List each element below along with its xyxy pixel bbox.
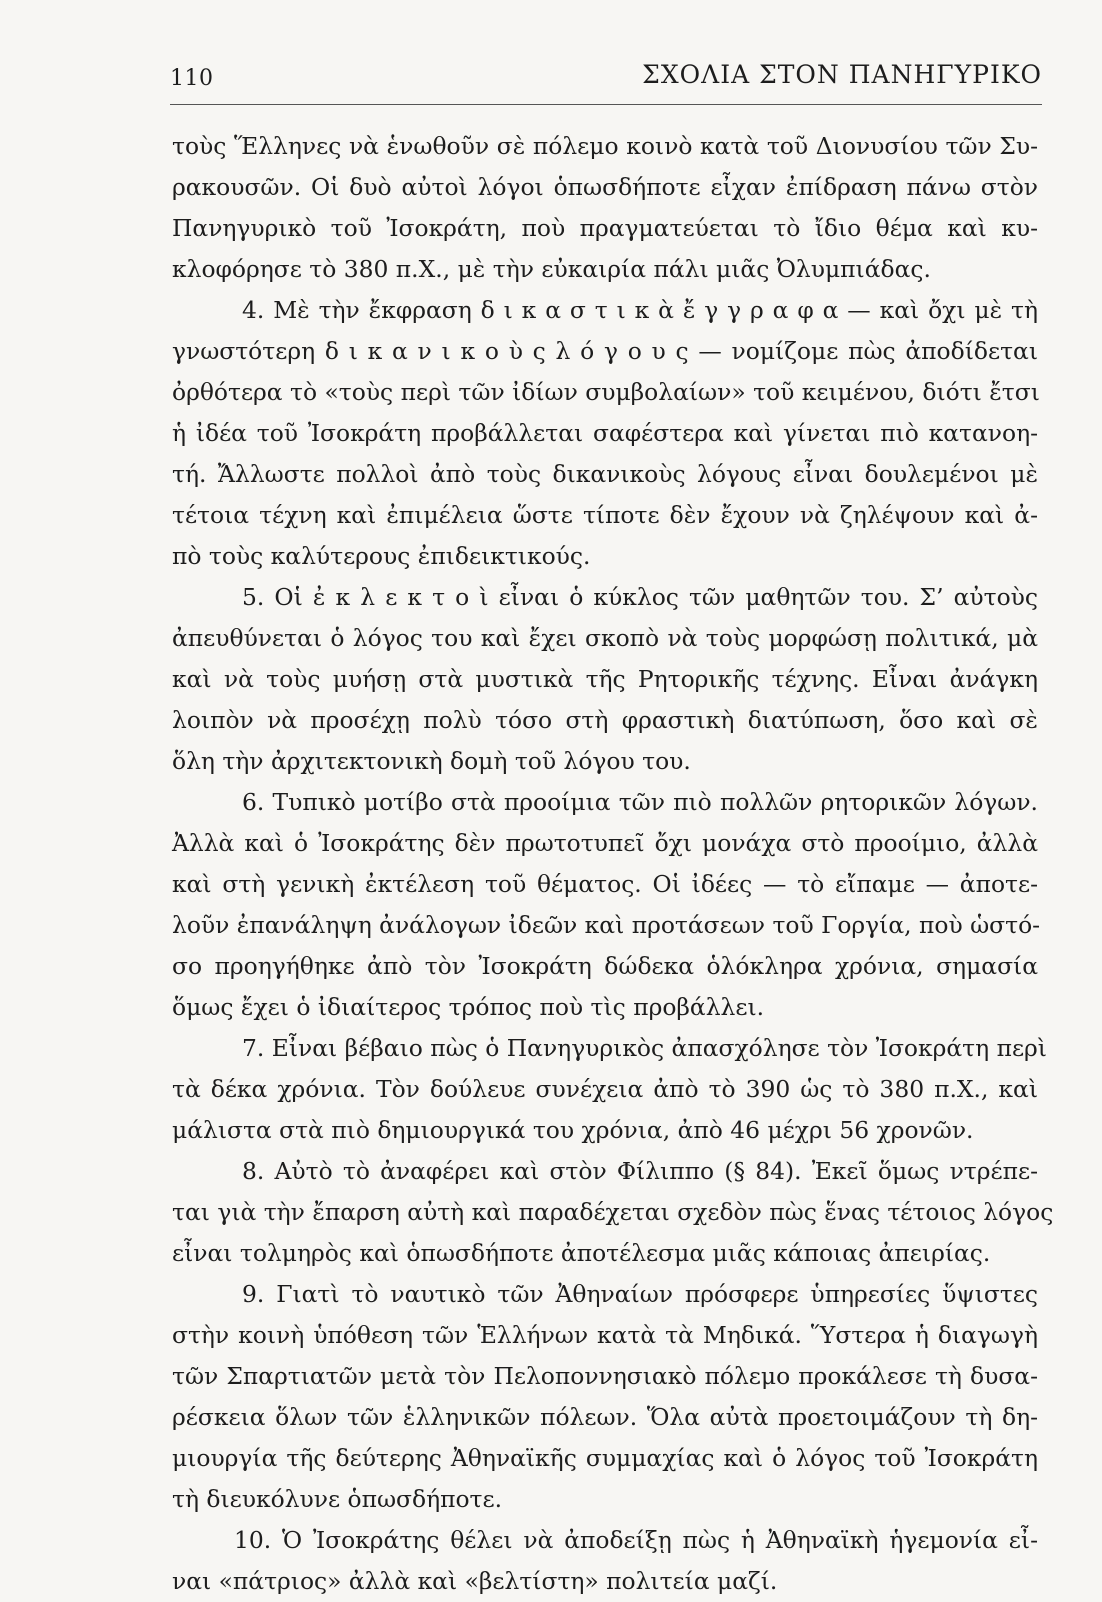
text-line: ὅλη τὴν ἀρχιτεκτονικὴ δομὴ τοῦ λόγου του. bbox=[172, 747, 691, 775]
text-line: καὶ νὰ τοὺς μυήσῃ στὰ μυστικὰ τῆς Ρητορικῆς τέχνης. Εἶναι ἀνάγκη bbox=[172, 665, 1038, 693]
text-line: ὀρθότερα τὸ «τοὺς περὶ τῶν ἰδίων συμβολαίων» τοῦ κειμένου, διότι ἔτσι bbox=[172, 378, 1040, 406]
text-line: πὸ τοὺς καλύτερους ἐπιδεικτικούς. bbox=[172, 542, 591, 570]
text-line: 9. Γιατὶ τὸ ναυτικὸ τῶν Ἀθηναίων πρόσφερε ὑπηρεσίες ὕψιστες bbox=[242, 1280, 1038, 1308]
text-line: Ἀλλὰ καὶ ὁ Ἰσοκράτης δὲν πρωτοτυπεῖ ὄχι μονάχα στὸ προοίμιο, ἀλλὰ bbox=[172, 829, 1038, 857]
text-line: τή. Ἄλλωστε πολλοὶ ἀπὸ τοὺς δικανικοὺς λόγους εἶναι δουλεμένοι μὲ bbox=[172, 460, 1038, 488]
page-number: 110 bbox=[170, 66, 214, 91]
text-line: 10. Ὁ Ἰσοκράτης θέλει νὰ ἀποδείξῃ πὼς ἡ Ἀθηναϊκὴ ἡγεμονία εἶ- bbox=[234, 1526, 1038, 1554]
running-title: ΣΧΟΛΙΑ ΣΤΟΝ ΠΑΝΗΓΥΡΙΚΟ bbox=[642, 60, 1042, 89]
text-line: λοῦν ἐπανάληψη ἀνάλογων ἰδεῶν καὶ προτάσεων τοῦ Γοργία, ποὺ ὡστό- bbox=[172, 911, 1041, 939]
text-line: 6. Τυπικὸ μοτίβο στὰ προοίμια τῶν πιὸ πολλῶν ρητορικῶν λόγων. bbox=[242, 788, 1038, 816]
text-line: τὰ δέκα χρόνια. Τὸν δούλευε συνέχεια ἀπὸ τὸ 390 ὡς τὸ 380 π.Χ., καὶ bbox=[172, 1075, 1038, 1103]
note-10 bbox=[172, 1520, 1038, 1602]
text-line: ἀπευθύνεται ὁ λόγος του καὶ ἔχει σκοπὸ νὰ τοὺς μορφώσῃ πολιτικά, μὰ bbox=[172, 624, 1038, 652]
text-line: λοιπὸν νὰ προσέχῃ πολὺ τόσο στὴ φραστικὴ διατύπωση, ὅσο καὶ σὲ bbox=[172, 706, 1038, 734]
note-9 bbox=[172, 1274, 1038, 1520]
text-line: 4. Μὲ τὴν ἔκφραση δ ι κ α σ τ ι κ ὰ ἔ γ γ ρ α φ α — καὶ ὄχι μὲ τὴ bbox=[242, 296, 1038, 324]
text-line: στὴν κοινὴ ὑπόθεση τῶν Ἑλλήνων κατὰ τὰ Μηδικά. Ὕστερα ἡ διαγωγὴ bbox=[172, 1321, 1038, 1349]
text-line: 8. Αὐτὸ τὸ ἀναφέρει καὶ στὸν Φίλιππο (§ 84). Ἐκεῖ ὅμως ντρέπε- bbox=[242, 1157, 1038, 1185]
text-line: μάλιστα στὰ πιὸ δημιουργικά του χρόνια, ἀπὸ 46 μέχρι 56 χρονῶν. bbox=[172, 1116, 974, 1144]
text-line: ρέσκεια ὅλων τῶν ἑλληνικῶν πόλεων. Ὅλα αὐτὰ προετοιμάζουν τὴ δη- bbox=[172, 1403, 1038, 1431]
text-line: 7. Εἶναι βέβαιο πὼς ὁ Πανηγυρικὸς ἀπασχόλησε τὸν Ἰσοκράτη περὶ bbox=[242, 1034, 1047, 1062]
page-header bbox=[170, 58, 1042, 98]
page-body bbox=[172, 126, 1054, 1602]
header-rule bbox=[170, 104, 1042, 105]
text-line: μιουργία τῆς δεύτερης Ἀθηναϊκῆς συμμαχίας καὶ ὁ λόγος τοῦ Ἰσοκράτη bbox=[172, 1444, 1038, 1472]
text-line: τέτοια τέχνη καὶ ἐπιμέλεια ὥστε τίποτε δὲν ἔχουν νὰ ζηλέψουν καὶ ἀ- bbox=[172, 501, 1038, 529]
text-line: τὴ διευκόλυνε ὁπωσδήποτε. bbox=[172, 1485, 503, 1513]
text-line: κλοφόρησε τὸ 380 π.Χ., μὲ τὴν εὐκαιρία πάλι μιᾶς Ὀλυμπιάδας. bbox=[172, 255, 931, 283]
text-line: ἡ ἰδέα τοῦ Ἰσοκράτη προβάλλεται σαφέστερα καὶ γίνεται πιὸ κατανοη- bbox=[172, 419, 1038, 447]
text-line: τῶν Σπαρτιατῶν μετὰ τὸν Πελοποννησιακὸ πόλεμο προκάλεσε τὴ δυσα- bbox=[172, 1362, 1038, 1390]
note-4 bbox=[172, 290, 1038, 577]
note-5 bbox=[172, 577, 1038, 782]
text-line: ρακουσῶν. Οἱ δυὸ αὐτοὶ λόγοι ὁπωσδήποτε εἶχαν ἐπίδραση πάνω στὸν bbox=[172, 173, 1038, 201]
note-7 bbox=[172, 1028, 1047, 1151]
paragraph-continuation bbox=[172, 126, 1038, 290]
text-line: σο προηγήθηκε ἀπὸ τὸν Ἰσοκράτη δώδεκα ὁλόκληρα χρόνια, σημασία bbox=[172, 952, 1038, 980]
text-line: τοὺς Ἕλληνες νὰ ἑνωθοῦν σὲ πόλεμο κοινὸ κατὰ τοῦ Διονυσίου τῶν Συ- bbox=[172, 132, 1038, 160]
text-line: 5. Οἱ ἐ κ λ ε κ τ ο ὶ εἶναι ὁ κύκλος τῶν μαθητῶν του. Σ’ αὐτοὺς bbox=[242, 583, 1038, 611]
text-line: ναι «πάτριος» ἀλλὰ καὶ «βελτίστη» πολιτεία μαζί. bbox=[172, 1567, 778, 1595]
text-line: ὅμως ἔχει ὁ ἰδιαίτερος τρόπος ποὺ τὶς προβάλλει. bbox=[172, 993, 765, 1021]
text-line: εἶναι τολμηρὸς καὶ ὁπωσδήποτε ἀποτέλεσμα μιᾶς κάποιας ἀπειρίας. bbox=[172, 1239, 991, 1267]
text-line: Πανηγυρικὸ τοῦ Ἰσοκράτη, ποὺ πραγματεύεται τὸ ἴδιο θέμα καὶ κυ- bbox=[172, 214, 1038, 242]
note-8 bbox=[172, 1151, 1054, 1274]
text-line: ται γιὰ τὴν ἔπαρση αὐτὴ καὶ παραδέχεται σχεδὸν πὼς ἕνας τέτοιος λόγος bbox=[172, 1198, 1054, 1226]
text-line: γνωστότερη δ ι κ α ν ι κ ο ὺ ς λ ό γ ο υ ς — νομίζομε πὼς ἀποδίδεται bbox=[172, 337, 1038, 365]
text-line: καὶ στὴ γενικὴ ἐκτέλεση τοῦ θέματος. Οἱ ἰδέες — τὸ εἴπαμε — ἀποτε- bbox=[172, 870, 1038, 898]
note-6 bbox=[172, 782, 1041, 1028]
